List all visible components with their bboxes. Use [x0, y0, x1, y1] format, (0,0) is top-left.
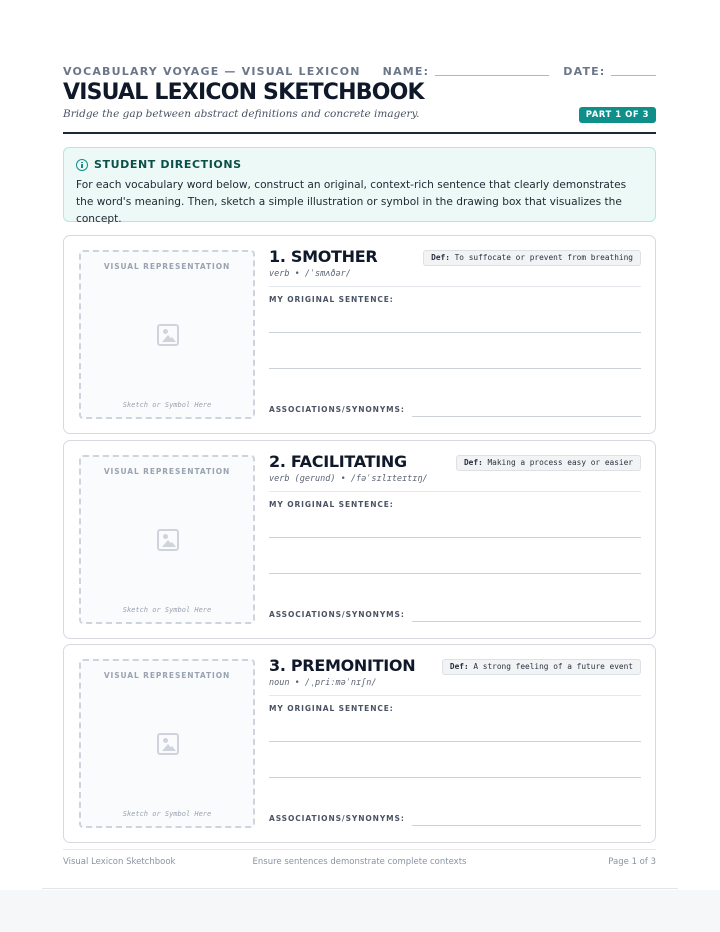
- sentence-line[interactable]: [269, 537, 641, 538]
- sentence-line[interactable]: [269, 332, 641, 333]
- page-title: VISUAL LEXICON SKETCHBOOK: [63, 80, 424, 105]
- vocab-card-premonition: [63, 644, 656, 843]
- sketch-label: VISUAL REPRESENTATION: [103, 671, 231, 680]
- card-content: [269, 655, 641, 830]
- original-sentence-label: MY ORIGINAL SENTENCE:: [269, 295, 394, 304]
- footer-title: Visual Lexicon Sketchbook: [63, 857, 176, 867]
- sketch-area[interactable]: [79, 250, 255, 419]
- associations-label: ASSOCIATIONS/SYNONYMS:: [269, 610, 405, 619]
- word-part-of-speech: verb (gerund) • /fəˈsɪlɪteɪtɪŋ/: [269, 474, 428, 484]
- page-subtitle: Bridge the gap between abstract definitions and concrete imagery.: [63, 108, 420, 120]
- directions-text: For each vocabulary word below, construct an original, context-rich sentence that clearly demonstrates the word's meaning. Then, sketch a simple illustration or symbol in the drawing box that visualizes the concept.: [76, 179, 627, 225]
- vocab-card-smother: [63, 235, 656, 434]
- image-icon: [157, 733, 179, 755]
- footer-note: Ensure sentences demonstrate complete contexts: [252, 857, 467, 867]
- definition-badge: [456, 455, 641, 471]
- directions-box: [63, 147, 656, 225]
- page-number: Page 1 of 3: [608, 857, 656, 867]
- header-topline: [63, 64, 656, 78]
- card-divider: [269, 286, 641, 287]
- series-label: VOCABULARY VOYAGE — VISUAL LEXICON: [63, 64, 361, 78]
- sketch-area[interactable]: [79, 659, 255, 828]
- name-label: NAME:: [382, 64, 430, 78]
- associations-line[interactable]: [412, 825, 641, 826]
- definition-text: A strong feeling of a future event: [473, 662, 633, 671]
- directions-title: STUDENT DIRECTIONS: [94, 158, 242, 171]
- definition-badge: [442, 659, 641, 675]
- name-field[interactable]: [435, 75, 549, 76]
- def-prefix: Def:: [431, 253, 450, 262]
- word-title: 2. FACILITATING: [269, 452, 407, 471]
- word-part-of-speech: verb • /ˈsmʌðər/: [269, 269, 351, 279]
- card-divider: [269, 491, 641, 492]
- word-title: 1. SMOTHER: [269, 247, 378, 266]
- sketch-area[interactable]: [79, 455, 255, 624]
- info-icon: [76, 159, 88, 171]
- associations-label: ASSOCIATIONS/SYNONYMS:: [269, 814, 405, 823]
- sentence-line[interactable]: [269, 741, 641, 742]
- directions-header: [76, 158, 643, 171]
- page-footer: [63, 857, 656, 869]
- image-icon: [157, 324, 179, 346]
- sketch-hint: Sketch or Symbol Here: [122, 606, 212, 614]
- sketch-hint: Sketch or Symbol Here: [122, 401, 212, 409]
- vocab-card-facilitating: [63, 440, 656, 639]
- def-prefix: Def:: [449, 662, 469, 671]
- original-sentence-label: MY ORIGINAL SENTENCE:: [269, 704, 394, 713]
- definition-badge: [423, 250, 641, 266]
- definition-text: To suffocate or prevent from breathing: [454, 253, 633, 262]
- date-label: DATE:: [563, 64, 606, 78]
- card-content: [269, 451, 641, 626]
- page-bottom-rule: [42, 888, 678, 889]
- sentence-line[interactable]: [269, 573, 641, 574]
- part-badge: PART 1 OF 3: [579, 107, 656, 123]
- sentence-line[interactable]: [269, 777, 641, 778]
- date-field[interactable]: [611, 75, 656, 76]
- sketch-label: VISUAL REPRESENTATION: [103, 467, 231, 476]
- card-content: [269, 246, 641, 421]
- associations-label: ASSOCIATIONS/SYNONYMS:: [269, 405, 405, 414]
- def-prefix: Def:: [463, 458, 483, 467]
- image-icon: [157, 529, 179, 551]
- definition-text: Making a process easy or easier: [487, 458, 633, 467]
- word-title: 3. PREMONITION: [269, 656, 416, 675]
- sketch-label: VISUAL REPRESENTATION: [103, 262, 231, 271]
- sentence-line[interactable]: [269, 368, 641, 369]
- footer-divider: [63, 849, 656, 850]
- associations-line[interactable]: [412, 416, 641, 417]
- card-divider: [269, 695, 641, 696]
- sketch-hint: Sketch or Symbol Here: [122, 810, 212, 818]
- associations-line[interactable]: [412, 621, 641, 622]
- original-sentence-label: MY ORIGINAL SENTENCE:: [269, 500, 394, 509]
- header-divider: [63, 132, 656, 134]
- word-part-of-speech: noun • /ˌpriːməˈnɪʃn/: [269, 678, 377, 688]
